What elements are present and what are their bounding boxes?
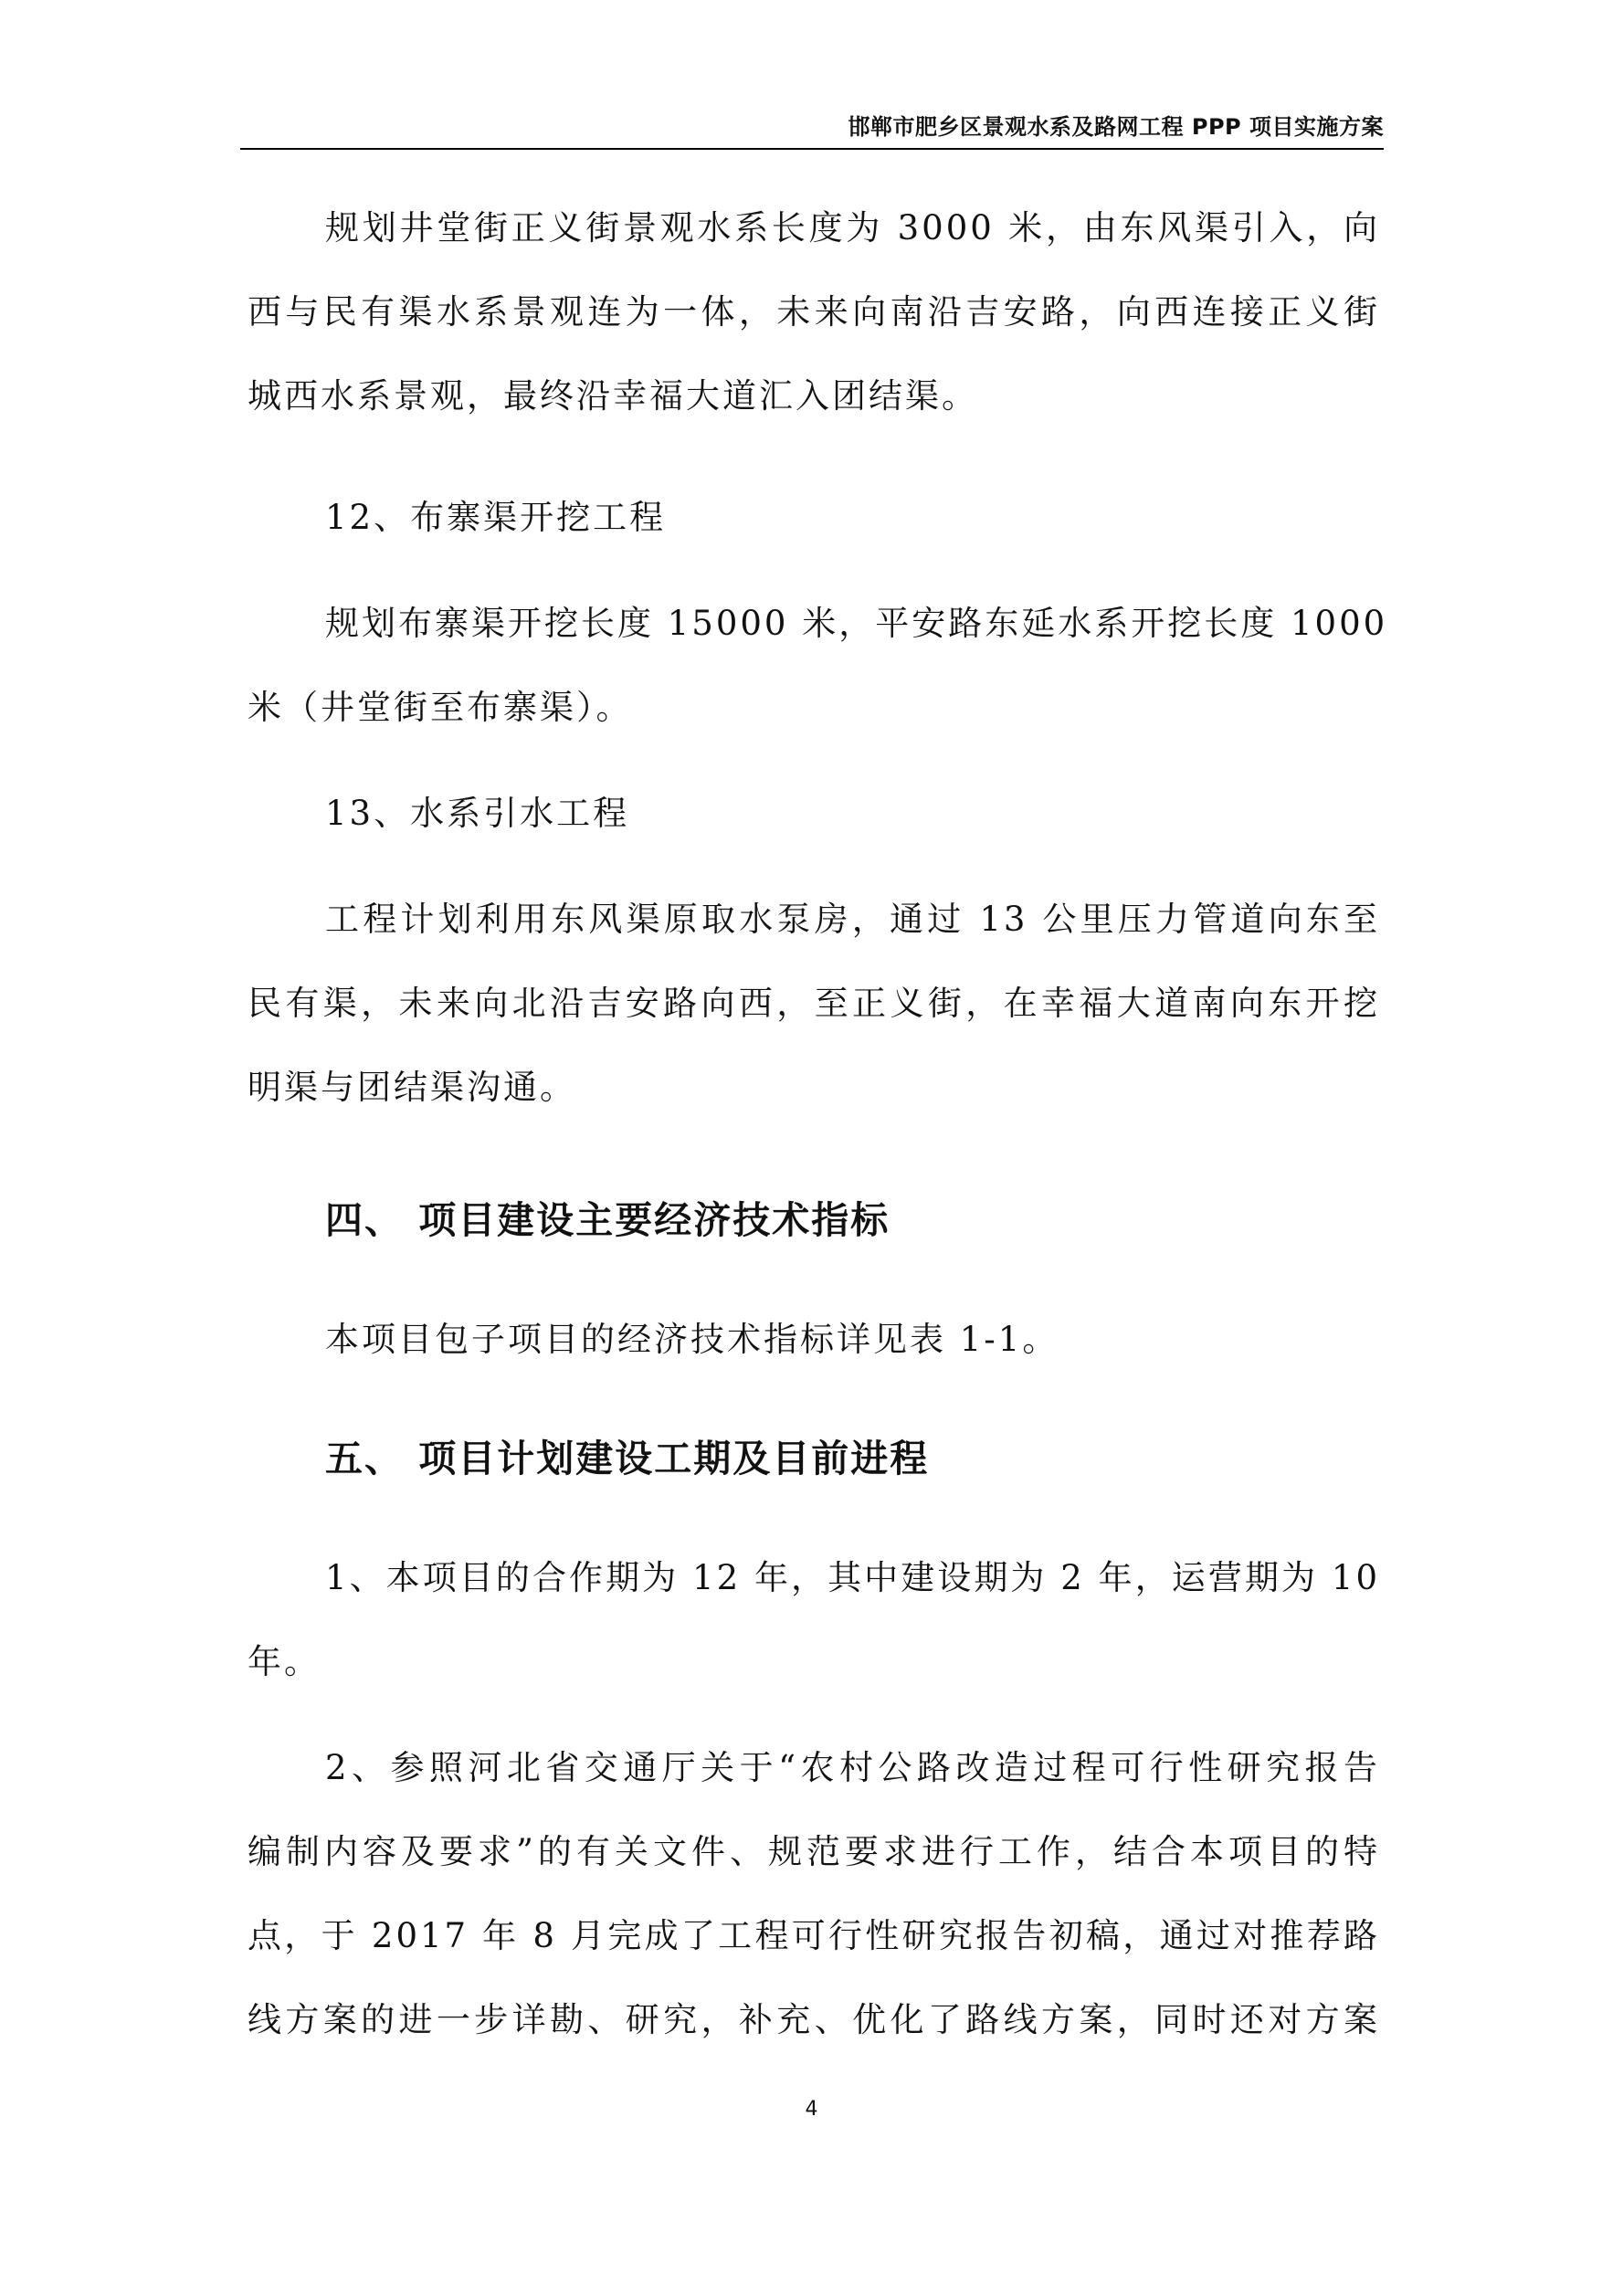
- paragraph-line: 工程计划利用东风渠原取水泵房，通过 13 公里压力管道向东至: [325, 900, 1380, 939]
- paragraph-line: 编制内容及要求”的有关文件、规范要求进行工作，结合本项目的特: [248, 1832, 1380, 1871]
- paragraph-line: 西与民有渠水系景观连为一体，未来向南沿吉安路，向西连接正义街: [248, 292, 1380, 332]
- paragraph-line: 规划布寨渠开挖长度 15000 米，平安路东延水系开挖长度 1000: [325, 604, 1388, 643]
- subsection-title: 12、布寨渠开挖工程: [325, 498, 667, 537]
- paragraph-line: 1、本项目的合作期为 12 年，其中建设期为 2 年，运营期为 10: [325, 1558, 1380, 1597]
- paragraph-line: 城西水系景观，最终沿幸福大道汇入团结渠。: [248, 376, 978, 416]
- page-number: 4: [805, 2098, 818, 2121]
- paragraph-line: 线方案的进一步详勘、研究，补充、优化了路线方案，同时还对方案: [248, 2000, 1380, 2039]
- paragraph-line: 2、参照河北省交通厅关于“农村公路改造过程可行性研究报告: [325, 1748, 1380, 1787]
- section-heading: 五、 项目计划建设工期及目前进程: [325, 1437, 930, 1480]
- subsection-title: 13、水系引水工程: [325, 794, 630, 833]
- header-divider: [240, 148, 1384, 150]
- paragraph-line: 本项目包子项目的经济技术指标详见表 1-1。: [325, 1320, 1059, 1359]
- paragraph-line: 规划井堂街正义街景观水系长度为 3000 米，由东风渠引入，向: [325, 208, 1380, 248]
- paragraph-line: 点，于 2017 年 8 月完成了工程可行性研究报告初稿，通过对推荐路: [248, 1916, 1380, 1955]
- section-heading: 四、 项目建设主要经济技术指标: [325, 1198, 891, 1242]
- paragraph-line: 民有渠，未来向北沿吉安路向西，至正义街，在幸福大道南向东开挖: [248, 984, 1380, 1023]
- running-header: 邯郸市肥乡区景观水系及路网工程 PPP 项目实施方案: [848, 114, 1384, 140]
- paragraph-line: 年。: [248, 1642, 321, 1681]
- paragraph-line: 明渠与团结渠沟通。: [248, 1068, 576, 1107]
- paragraph-line: 米（井堂街至布寨渠）。: [248, 688, 633, 727]
